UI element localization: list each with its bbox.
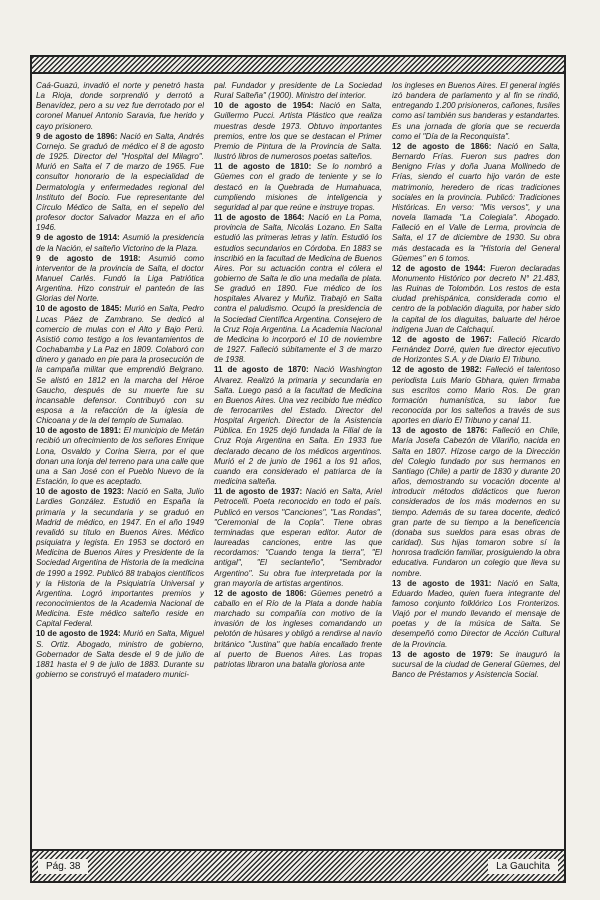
chronology-entry: [392, 264, 560, 335]
chronology-entry: [392, 81, 560, 142]
entry-text: Asumió la presidencia de la Nación, el salteño Victorino de la Plaza.: [36, 233, 204, 253]
entry-date: 13 de agosto de 1979:: [392, 649, 493, 659]
chronology-entry: [214, 162, 382, 213]
chronology-entry: [392, 142, 560, 264]
chronology-entry: [214, 81, 382, 101]
entry-text: Nació en Salta, Ariel Petrocelli. Poeta reconocido en todo el país. Publicó en versos "Canciones", "Las Rondas", "Ceremonial de la Copla". Tiene obras terminadas que esperan editor. Autor de laureadas canciones, entre las que recordamos: "Cuando tenga la tierra", "El antigal", "El seclanteño", "Sembrador Argentino". Su obra fue interpretada por la gran mayoría de artistas argentinos.: [214, 487, 382, 588]
entry-text: Se lo nombró a Güemes con el grado de teniente y se lo destacó en la Quebrada de Humahuaca, cumpliendo misiones de inteligencia y seguridad al par que reúne e instruye tropas.: [214, 162, 382, 212]
entry-text: Falleció en Chile, María Josefa Cabezón de Vilariño, nacida en Salta en 1807. Hízose cargo de la Dirección del Colegio fundado por sus hermanos en Santiago (Chile) a partir de 1830 y durante 20 años, demostrando su vocación docente al introducir métodos didácticos que fueron considerados de los más modernos en su tiempo. Además de su tarea docente, dedicó gran parte de su tiempo a la beneficencia (donaba sus sueldos para esas obras de caridad). Sus hijas tomaron sobre sí la honrosa tradición familiar, prosiguiendo la obra educativa. Fundaron un colegio que lleva su nombre.: [392, 426, 560, 578]
chronology-entry: [392, 650, 560, 680]
entry-text: Nació Washington Alvarez. Realizó la primaria y secundaria en Salta. Luego pasó a la facultad de Medicina en Buenos Aires. Una vez recibido fue médico de ferrocarriles del Estado. Director del Hospital Argerich. Director de la Asistencia Pública. En 1925 dejó fundada la Filial de la Cruz Roja Argentina en Salta. En 1933 fue declarado decano de los médicos argentinos. Murió el 2 de junio de 1961 a los 91 años, cuando era considerado el patriarca de la medicina salteña.: [214, 365, 382, 487]
chronology-entry: [392, 335, 560, 365]
page-frame: [30, 55, 566, 883]
entry-text: Caá-Guazú, invadió el norte y penetró hasta La Rioja, donde sorprendió y derrotó a Benavídez, pero a su vez fue derrotado por el coronel Manuel Antonio Saravia, fue herido y cayo prisionero.: [36, 81, 204, 131]
chronology-entry: [392, 579, 560, 650]
chronology-entry: [36, 81, 204, 132]
column-1: [36, 81, 204, 841]
chronology-entry: [36, 629, 204, 680]
text-columns: [36, 81, 560, 841]
footer-bar: [32, 849, 564, 881]
entry-text: pal. Fundador y presidente de La Sociedad Rural Salteña" (1900). Ministro del interior.: [214, 81, 382, 101]
entry-date: 12 de agosto de 1982:: [392, 365, 482, 375]
entry-date: 10 de agosto de 1891:: [36, 426, 122, 436]
entry-text: Nació en Salta, Andrés Cornejo. Se graduó de médico el 8 de agosto de 1925. Director del "Hospital del Milagro". Murió en Salta el 7 de marzo de 1965. Fue consultor honorario de la especialidad de Dermatología y enfermedades regional del Instituto del Bocio. Fue representante del Círculo Médico de Salta, en el sepelio del profesor doctor Salvador Mazza en el año 1946.: [36, 131, 204, 233]
entry-date: 9 de agosto de 1918:: [36, 253, 141, 263]
column-3: [392, 81, 560, 841]
entry-date: 11 de agosto de 1810:: [214, 162, 312, 172]
entry-date: 10 de agosto de 1954:: [214, 101, 314, 111]
entry-text: Se inauguró la sucursal de la ciudad de General Güemes, del Banco de Préstamos y Asistencia Social.: [392, 649, 560, 680]
entry-date: 12 de agosto de 1944:: [392, 263, 486, 273]
publication-title: La Gauchita: [488, 859, 558, 874]
chronology-entry: [214, 101, 382, 162]
entry-date: 9 de agosto de 1914:: [36, 233, 120, 243]
chronology-entry: [392, 426, 560, 578]
chronology-entry: [214, 365, 382, 487]
entry-text: Nació en Salta, Guillermo Pucci. Artista Plástico que realiza muestras desde 1973. Obtuvo importantes premios, entre los que se destacan el Primer Premio de Pintura de la Provincia de Salta. Ilustró libros de numerosos poetas salteños.: [214, 101, 382, 162]
entry-date: 11 de agosto de 1870:: [214, 365, 309, 375]
chronology-entry: [36, 132, 204, 234]
chronology-entry: [36, 426, 204, 487]
entry-date: 13 de agosto de 1931:: [392, 578, 492, 588]
entry-text: Murió en Salta, Pedro Lucas Páez de Zambrano. Se dedicó al comercio de mulas con el Alto y Bajo Perú. Asistió como testigo a los levantamientos de Cochabamba y La Paz en 1809. Colaboró con dinero y ganado en pie para la prosecución de la campaña militar que emprendió Belgrano. Se alistó en 1812 en la marcha del Héroe Gaucho, después de su muerte fue su incansable defensor. Contribuyó con su esposa a la refacción de la iglesia de Chicoana y de la del templo de Sumalao.: [36, 304, 204, 426]
entry-text: Nació en Salta, Julio Lardies González. Estudió en España la primaria y la secundaria y se graduó en Madrid de médico, en 1947. En el año 1949 revalidó su título en Buenos Aires. Médico psiquiatra y legista. En 1953 se doctoró en Medicina de Buenos Aires y Presidente de la Sociedad Argentina de Historia de la medicina de 1990 a 1992. Publicó 88 trabajos científicos y la Historia de la Psiquiatría Universal y Argentina. Logró importantes premios y reconocimientos de la Academia Nacional de Medicina. Este médico salteño reside en Capital Federal.: [36, 487, 204, 629]
column-2: [214, 81, 382, 841]
entry-date: 12 de agosto de 1806:: [214, 588, 307, 598]
entry-text: los ingleses en Buenos Aires. El general inglés izó bandera de parlamento y al fin se rindió, entregando 1.200 prisioneros, cañones, fusiles como así también sus banderas y estandartes. Es una jornada de gloria que se recuerda como el "Día de la Reconquista".: [392, 81, 560, 141]
entry-text: Nació en Salta, Bernardo Frías. Fueron sus padres don Benigno Frías y doña Juana Mollinedo de Frías, siendo el cuarto hijo varón de este matrimonio, heredero de ricas tradiciones sociales en la provincia. Publicó: Tradiciones Históricas. En verso: "Mis versos", y una novela llamada "La Colegiala". Abogado. Falleció en el Valle de Lerma, provincia de Salta, el 17 de diciembre de 1930. Su obra más destacada es la "Historia del General Güemes" en 6 tomos.: [392, 141, 560, 263]
entry-text: Falleció el talentoso periodista Luis Mario Gbhara, quien firmaba sus escritos como Mario Ros. De gran formación humanística, su labor fue reconocida por los salteños a través de sus aportes en diario El Tribuno y canal 11.: [392, 365, 560, 426]
entry-text: Nació en La Poma, provincia de Salta, Nicolás Lozano. En Salta estudió las primeras letras y latín. Estudió los estudios secundarios en Córdoba. En 1883 se inscribió en la facultad de Medicina de Buenos Aires. Por su actuación contra el cólera el gobierno de Salta le dio una medalla de plata. Se graduó en 1890. Fue médico de los hospitales Alvarez y Muñiz. Trabajó en Salta contra el paludismo. Ocupó la presidencia de la Sociedad Científica Argentina. Consejero de la Cruz Roja Argentina. La Academia Nacional de Medicina lo incorporó el 10 de noviembre de 1927. Falleció súbitamente el 3 de marzo de 1938.: [214, 213, 382, 365]
entry-text: Güemes penetró a caballo en el Río de la Plata a donde había marchado su compañía con motivo de la invasión de los ingleses comandando un pelotón de húsares y obligó a rendirse al navío británico "Justina" que había encallado frente al puerto de Buenos Aires. Las tropas patriotas libraron una batalla gloriosa ante: [214, 588, 382, 669]
entry-text: Murió en Salta, Miguel S. Ortiz. Abogado, ministro de gobierno, Gobernador de Salta desde el 9 de julio de 1881 hasta el 9 de julio de 1883. Durante su gobierno se construyó el matadero munici-: [36, 629, 204, 680]
entry-text: Falleció Ricardo Fernández Dorré, quien fue director ejecutivo de Horizontes S.A. y de Diario El Tribuno.: [392, 334, 560, 365]
page-number: Pág. 38: [38, 859, 88, 874]
chronology-entry: [214, 589, 382, 670]
entry-text: Asumió como interventor de la provincia de Salta, el doctor Manuel Carlés. Fundó la Liga Patriótica Argentina. Hizo construir el panteón de las Glorias del Norte.: [36, 253, 204, 304]
chronology-entry: [214, 213, 382, 365]
entry-date: 10 de agosto de 1924:: [36, 629, 121, 639]
chronology-entry: [36, 233, 204, 253]
chronology-entry: [36, 254, 204, 305]
chronology-entry: [392, 365, 560, 426]
entry-text: Fueron declaradas Monumento Histórico por decreto N° 21.483, las Ruinas de Tolombón. Los restos de esta ciudad prehispánica, considerada como el centro de la población diaguita, por haber sido la capital de los diaguitas, baluarte del héroe indígena Juan de Calchaquí.: [392, 263, 560, 334]
entry-date: 12 de agosto de 1866:: [392, 141, 492, 151]
entry-date: 12 de agosto de 1967:: [392, 334, 492, 344]
entry-date: 11 de agosto de 1864:: [214, 213, 305, 223]
entry-date: 10 de agosto de 1845:: [36, 304, 122, 314]
header-hatch-bar: [32, 57, 564, 74]
entry-text: Nació en Salta, Eduardo Madeo, quien fuera integrante del famoso conjunto folklórico Los Fronterizos. Viajó por el mundo llevando el mensaje de poetas y de la música de Salta. Se desempeñó como Director de Acción Cultural de la Provincia.: [392, 578, 560, 649]
chronology-entry: [36, 304, 204, 426]
entry-date: 9 de agosto de 1896:: [36, 131, 118, 141]
chronology-entry: [214, 487, 382, 589]
entry-date: 10 de agosto de 1923:: [36, 487, 125, 497]
entry-date: 11 de agosto de 1937:: [214, 487, 303, 497]
entry-date: 13 de agosto de 1876:: [392, 426, 488, 436]
chronology-entry: [36, 487, 204, 629]
entry-text: El municipio de Metán recibió un ofrecimiento de los señores Enrique Lona, Osvaldo y Corina Sierra, por el que donan una lonja del terreno para una calle que una a San José con el Pueblo Nuevo de la Estación, lo que es aceptado.: [36, 426, 204, 487]
